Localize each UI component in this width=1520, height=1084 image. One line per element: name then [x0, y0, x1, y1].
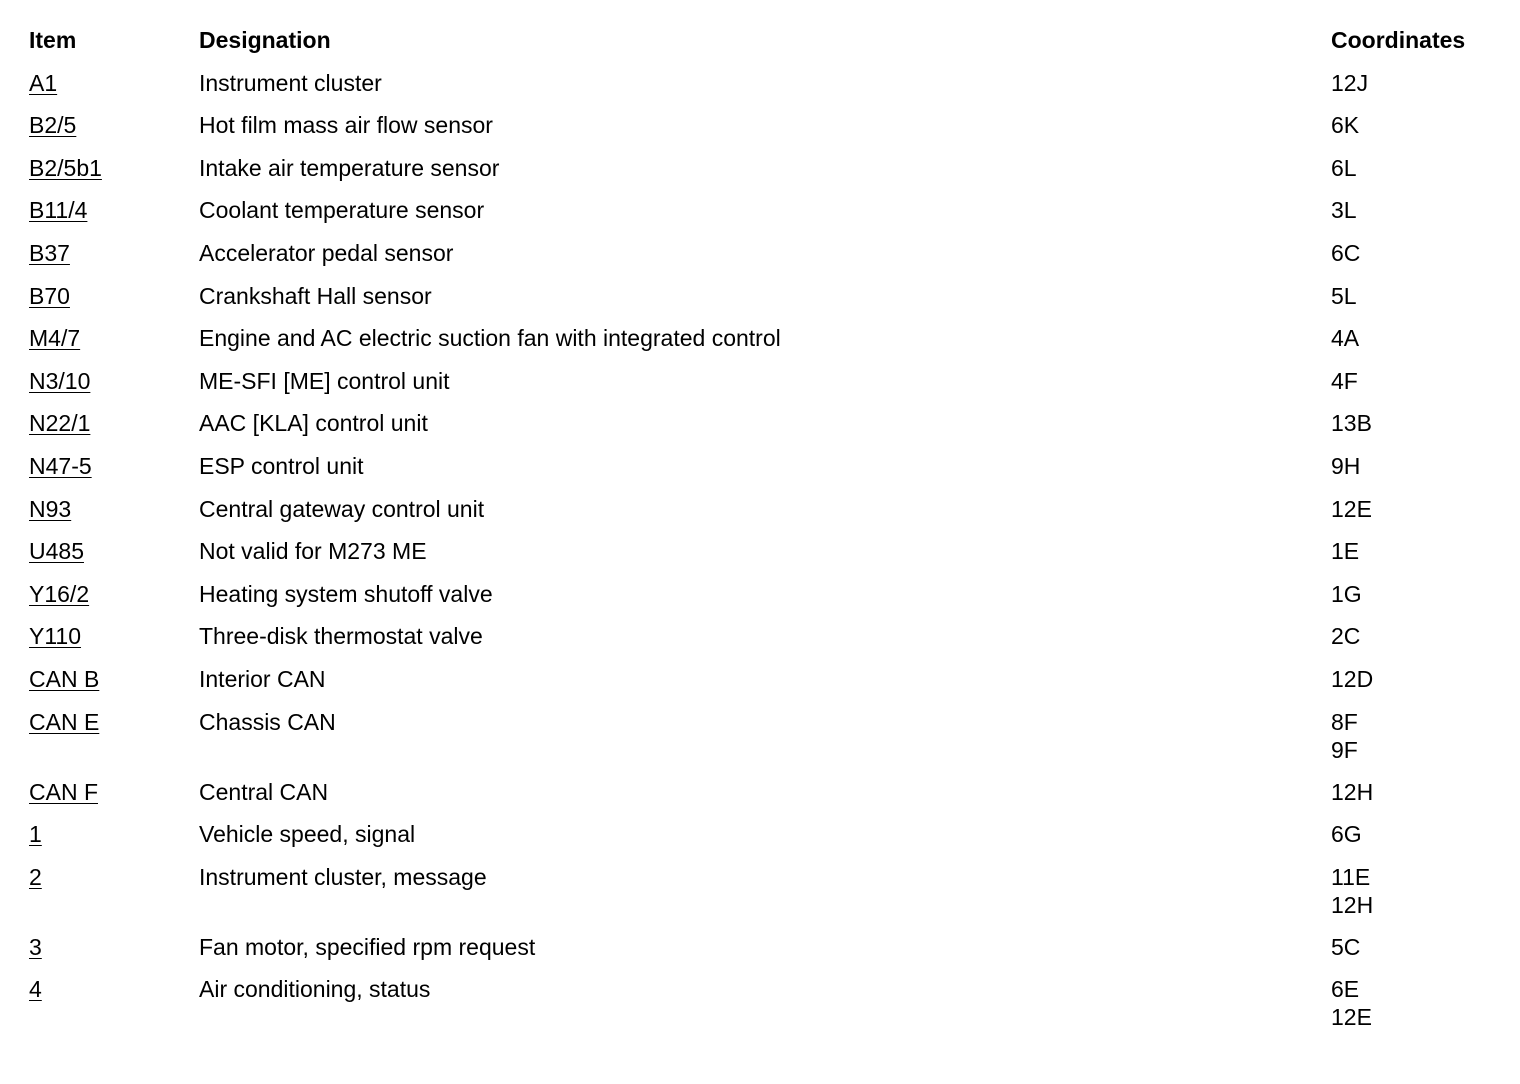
item-cell: [29, 69, 57, 97]
table-row: [29, 324, 1499, 367]
table-row: [29, 196, 1499, 239]
coordinate-value: 12E: [1331, 1004, 1372, 1031]
table-header: [29, 26, 1499, 69]
coordinates-cell: [1331, 708, 1358, 764]
coordinate-value: 1E: [1331, 538, 1360, 565]
coordinate-value: 1G: [1331, 580, 1362, 607]
coordinates-cell: [1331, 452, 1360, 480]
designation-cell: Crankshaft Hall sensor: [199, 282, 432, 309]
coordinates-cell: [1331, 665, 1373, 693]
coordinates-cell: [1331, 239, 1360, 267]
table-row: [29, 239, 1499, 282]
coordinate-value: 6G: [1331, 821, 1362, 848]
item-cell: [29, 239, 70, 267]
coordinate-value: 5L: [1331, 282, 1357, 309]
table-row: [29, 154, 1499, 197]
coordinates-cell: [1331, 863, 1373, 919]
item-link[interactable]: Y16/2: [29, 580, 90, 607]
designation-cell: Hot film mass air flow sensor: [199, 112, 493, 139]
table-row: [29, 863, 1499, 933]
item-link[interactable]: 3: [29, 933, 42, 960]
item-cell: [29, 778, 98, 806]
table-row: [29, 452, 1499, 495]
table-row: [29, 778, 1499, 821]
coordinate-value: 8F: [1331, 708, 1358, 735]
item-link[interactable]: B11/4: [29, 197, 88, 224]
item-link[interactable]: A1: [29, 69, 58, 96]
item-cell: [29, 622, 81, 650]
item-cell: [29, 324, 80, 352]
table-body: [29, 69, 1499, 1046]
item-cell: [29, 820, 42, 848]
coordinates-cell: [1331, 495, 1372, 523]
designation-cell: ESP control unit: [199, 452, 364, 479]
designation-cell: Fan motor, specified rpm request: [199, 933, 536, 960]
item-link[interactable]: CAN B: [29, 665, 100, 692]
coordinates-cell: [1331, 409, 1372, 437]
item-link[interactable]: CAN F: [29, 778, 98, 805]
item-link[interactable]: 1: [29, 821, 42, 848]
item-cell: [29, 409, 90, 437]
item-link[interactable]: B2/5: [29, 112, 77, 139]
designation-cell: Chassis CAN: [199, 708, 336, 735]
table-row: [29, 495, 1499, 538]
item-cell: [29, 196, 87, 224]
item-cell: [29, 933, 42, 961]
table-row: [29, 409, 1499, 452]
designation-cell: Accelerator pedal sensor: [199, 239, 454, 266]
coordinate-value: 9F: [1331, 736, 1358, 763]
coordinates-cell: [1331, 154, 1357, 182]
coordinate-value: 6E: [1331, 976, 1360, 1003]
coordinate-value: 4A: [1331, 325, 1360, 352]
table-row: [29, 282, 1499, 325]
coordinate-value: 5C: [1331, 933, 1361, 960]
table-row: [29, 367, 1499, 410]
item-cell: [29, 708, 99, 736]
designation-cell: ME-SFI [ME] control unit: [199, 367, 450, 394]
item-link[interactable]: CAN E: [29, 708, 100, 735]
coordinates-cell: [1331, 778, 1373, 806]
table-row: [29, 708, 1499, 778]
table-row: [29, 975, 1499, 1045]
designation-cell: Instrument cluster: [199, 69, 382, 96]
coordinates-cell: [1331, 975, 1372, 1031]
item-link[interactable]: N93: [29, 495, 72, 522]
coordinate-value: 12H: [1331, 778, 1374, 805]
coordinates-cell: [1331, 933, 1360, 961]
item-link[interactable]: 4: [29, 976, 42, 1003]
coordinate-value: 12D: [1331, 665, 1374, 692]
item-cell: [29, 452, 92, 480]
item-link[interactable]: B70: [29, 282, 70, 309]
designation-cell: AAC [KLA] control unit: [199, 410, 428, 437]
designation-cell: Central gateway control unit: [199, 495, 485, 522]
designation-cell: Not valid for M273 ME: [199, 538, 427, 565]
designation-cell: Engine and AC electric suction fan with integrated control: [199, 325, 781, 352]
coordinates-cell: [1331, 282, 1357, 310]
item-cell: [29, 111, 76, 139]
designation-cell: Vehicle speed, signal: [199, 821, 416, 848]
item-cell: [29, 282, 70, 310]
item-cell: [29, 580, 89, 608]
table-row: [29, 111, 1499, 154]
designation-cell: Central CAN: [199, 778, 329, 805]
coordinate-value: 12E: [1331, 495, 1372, 522]
table-row: [29, 622, 1499, 665]
designation-cell: Heating system shutoff valve: [199, 580, 493, 607]
item-cell: [29, 367, 90, 395]
coordinates-cell: [1331, 367, 1358, 395]
designation-cell: Three-disk thermostat valve: [199, 623, 483, 650]
table-row: [29, 933, 1499, 976]
coordinate-value: 11E: [1331, 863, 1371, 890]
designation-cell: Instrument cluster, message: [199, 863, 487, 890]
coordinates-cell: [1331, 324, 1359, 352]
coordinate-value: 6L: [1331, 154, 1357, 181]
coordinates-cell: [1331, 196, 1357, 224]
item-link[interactable]: U485: [29, 538, 84, 565]
coordinates-cell: [1331, 537, 1359, 565]
designation-cell: Intake air temperature sensor: [199, 154, 500, 181]
coordinate-value: 6C: [1331, 239, 1361, 266]
designation-cell: Coolant temperature sensor: [199, 197, 485, 224]
coordinate-value: 13B: [1331, 410, 1372, 437]
item-cell: [29, 665, 99, 693]
header-coordinates: Coordinates: [1331, 27, 1466, 53]
table-row: [29, 665, 1499, 708]
item-link[interactable]: N22/1: [29, 410, 91, 437]
coordinates-cell: [1331, 622, 1360, 650]
item-cell: [29, 975, 42, 1003]
item-cell: [29, 154, 102, 182]
item-cell: [29, 537, 84, 565]
coordinate-value: 12J: [1331, 69, 1369, 96]
item-link[interactable]: N3/10: [29, 367, 91, 394]
item-link[interactable]: M4/7: [29, 325, 81, 352]
item-cell: [29, 863, 42, 891]
coordinate-value: 3L: [1331, 197, 1357, 224]
table-row: [29, 820, 1499, 863]
header-item: Item: [29, 27, 77, 53]
item-link[interactable]: B2/5b1: [29, 154, 102, 181]
designation-cell: Air conditioning, status: [199, 976, 431, 1003]
table-row: [29, 537, 1499, 580]
item-link[interactable]: N47-5: [29, 452, 92, 479]
coordinates-cell: [1331, 111, 1359, 139]
item-link[interactable]: B37: [29, 239, 70, 266]
item-cell: [29, 495, 71, 523]
coordinate-value: 12H: [1331, 891, 1374, 918]
coordinate-value: 4F: [1331, 367, 1358, 394]
coordinates-cell: [1331, 820, 1362, 848]
coordinate-value: 9H: [1331, 452, 1361, 479]
coordinates-cell: [1331, 69, 1368, 97]
designation-cell: Interior CAN: [199, 665, 326, 692]
header-designation: Designation: [199, 27, 331, 53]
item-link[interactable]: 2: [29, 863, 42, 890]
item-link[interactable]: Y110: [29, 623, 82, 650]
table-row: [29, 580, 1499, 623]
coordinate-value: 2C: [1331, 623, 1361, 650]
coordinate-value: 6K: [1331, 112, 1360, 139]
coordinates-cell: [1331, 580, 1362, 608]
table-row: [29, 69, 1499, 112]
legend-table: [29, 26, 1499, 1045]
